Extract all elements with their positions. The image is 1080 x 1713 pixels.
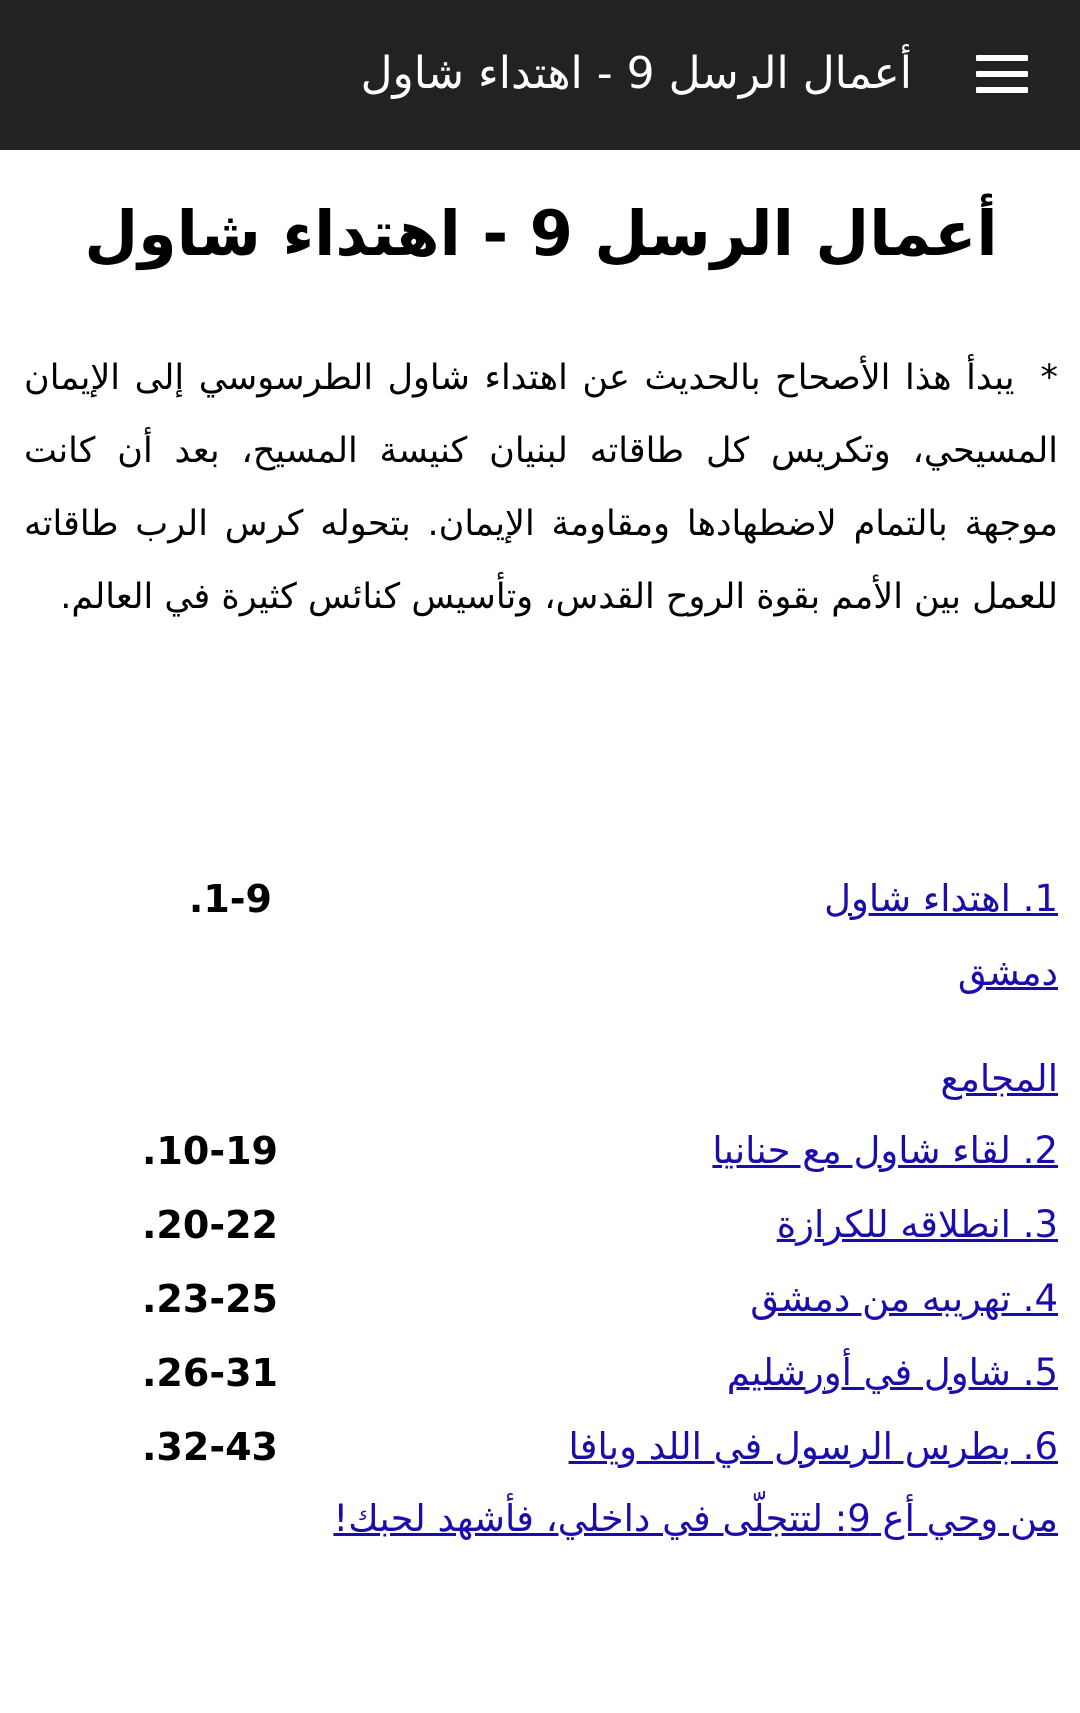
list-item: [24, 1188, 1058, 1262]
chapter-sections-list: [24, 862, 1058, 1602]
reflection-link[interactable]: من وحي أع 9: لتتجلّى في داخلي، فأشهد لحبك!: [333, 1497, 1058, 1540]
section-link-synagogues[interactable]: المجامع: [940, 1057, 1058, 1100]
section-link-4[interactable]: 4. تهريبه من دمشق: [750, 1277, 1058, 1320]
list-item: [24, 1410, 1058, 1484]
menu-bar-line: [976, 71, 1028, 77]
list-item: [24, 1114, 1058, 1188]
intro-bullet-marker: *: [1040, 358, 1058, 398]
list-item: [24, 1482, 1058, 1556]
section-link-3[interactable]: 3. انطلاقه للكرازة: [776, 1203, 1058, 1246]
list-item: [24, 862, 1058, 994]
verse-range: .23-25: [142, 1277, 278, 1321]
section-link-2[interactable]: 2. لقاء شاول مع حنانيا: [712, 1129, 1058, 1172]
verse-range: .1-9: [188, 877, 272, 921]
app-bar-title: أعمال الرسل 9 - اهتداء شاول: [360, 48, 912, 99]
section-link-5[interactable]: 5. شاول في أورشليم: [726, 1351, 1058, 1394]
main-content: [24, 150, 1058, 1540]
list-item: [24, 1336, 1058, 1410]
menu-bar-line: [976, 55, 1028, 61]
section-link-1[interactable]: 1. اهتداء شاول دمشق: [824, 877, 1058, 994]
verse-range: .32-43: [142, 1425, 278, 1469]
page-title: أعمال الرسل 9 - اهتداء شاول: [84, 197, 998, 270]
hamburger-menu-icon[interactable]: [964, 51, 1040, 97]
menu-bar-line: [976, 87, 1028, 93]
verse-range: .26-31: [142, 1351, 278, 1395]
verse-range: .20-22: [142, 1203, 278, 1247]
list-item: [24, 1042, 1058, 1116]
section-link-6[interactable]: 6. بطرس الرسول في اللد ويافا: [568, 1425, 1058, 1468]
verse-range: .10-19: [142, 1129, 278, 1173]
intro-paragraph: [24, 342, 1058, 634]
app-bar: [0, 0, 1080, 150]
list-item: [24, 1262, 1058, 1336]
intro-text: يبدأ هذا الأصحاح بالحديث عن اهتداء شاول الطرسوسي إلى الإيمان المسيحي، وتكريس كل طاقاته لبنيان كنيسة المسيح، بعد أن كانت موجهة بالتمام لاضطهادها ومقاومة الإيمان. بتحوله كرس الرب طاقاته للعمل بين الأمم بقوة الروح القدس، وتأسيس كنائس كثيرة في العالم.: [24, 358, 1058, 617]
